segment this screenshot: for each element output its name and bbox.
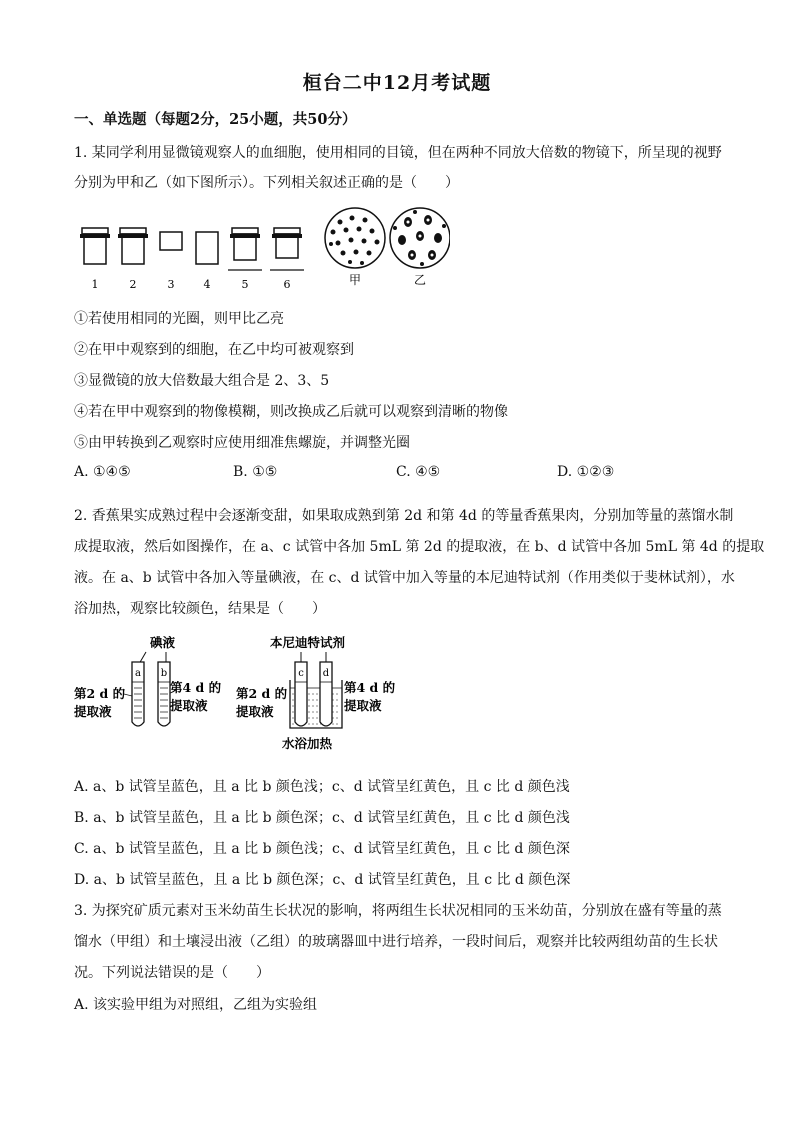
label-day2-left-line1: 第2 d 的 <box>74 686 126 701</box>
tube-c-label: c <box>298 668 304 679</box>
label-day4-right-line2: 提取液 <box>344 698 382 713</box>
lens-label-3: 3 <box>167 278 175 291</box>
label-day2-left-line2: 提取液 <box>74 704 112 719</box>
section-heading: 一、单选题（每题2分，25小题，共50分） <box>74 111 357 128</box>
label-iodine: 碘液 <box>150 635 176 650</box>
q3-option-a[interactable]: A. 该实验甲组为对照组，乙组为实验组 <box>74 997 318 1013</box>
label-benedict: 本尼迪特试剂 <box>270 635 346 650</box>
lens-5 <box>228 228 262 270</box>
q1-figure <box>70 200 450 300</box>
lens-label-6: 6 <box>283 278 291 291</box>
q2-stem-line4: 浴加热，观察比较颜色，结果是（ ） <box>74 601 326 617</box>
q2-option-b[interactable]: B. a、b 试管呈蓝色，且 a 比 b 颜色深；c、d 试管呈红黄色，且 c 比 d 颜色浅 <box>74 810 570 826</box>
lens-1 <box>80 228 110 264</box>
view-jia <box>325 208 385 268</box>
q1-statement-1: ①若使用相同的光圈，则甲比乙亮 <box>74 311 284 327</box>
q2-stem-line2: 成提取液，然后如图操作，在 a、c 试管中各加 5mL 第 2d 的提取液，在 b、d 试管中各加 5mL 第 4d 的提取 <box>74 539 765 555</box>
view-label-jia: 甲 <box>348 273 362 287</box>
label-day4-left-line2: 提取液 <box>170 698 208 713</box>
q2-figure <box>70 632 410 756</box>
q1-stem-line1: 1. 某同学利用显微镜观察人的血细胞，使用相同的目镜，但在两种不同放大倍数的物镜下，所呈现的视野 <box>74 145 722 161</box>
q3-stem-line2: 馏水（甲组）和土壤浸出液（乙组）的玻璃器皿中进行培养，一段时间后，观察并比较两组幼苗的生长状 <box>74 934 718 950</box>
label-day2-right-line1: 第2 d 的 <box>236 686 288 701</box>
tube-b-label: b <box>160 668 168 679</box>
lens-2 <box>118 228 148 264</box>
tube-a <box>132 662 144 726</box>
lens-label-5: 5 <box>241 278 249 291</box>
label-water-bath: 水浴加热 <box>282 736 333 751</box>
tube-d <box>320 662 332 726</box>
q3-stem-line1: 3. 为探究矿质元素对玉米幼苗生长状况的影响，将两组生长状况相同的玉米幼苗，分别放在盛有等量的蒸 <box>74 903 722 919</box>
tube-c <box>295 662 307 726</box>
lens-3 <box>160 232 182 250</box>
q1-option-c[interactable]: C. ④⑤ <box>396 464 441 480</box>
view-label-yi: 乙 <box>413 273 427 287</box>
tube-a-label: a <box>135 668 141 679</box>
q2-stem-line1: 2. 香蕉果实成熟过程中会逐渐变甜，如果取成熟到第 2d 和第 4d 的等量香蕉果肉，分别加等量的蒸馏水制 <box>74 508 734 524</box>
page-title: 桓台二中12月考试题 <box>302 72 492 94</box>
q1-statement-2: ②在甲中观察到的细胞，在乙中均可被观察到 <box>74 342 354 358</box>
q1-option-b[interactable]: B. ①⑤ <box>233 464 278 480</box>
label-day2-right-line2: 提取液 <box>236 704 274 719</box>
q1-option-d[interactable]: D. ①②③ <box>557 464 615 480</box>
view-yi <box>390 208 450 268</box>
q2-option-a[interactable]: A. a、b 试管呈蓝色，且 a 比 b 颜色浅；c、d 试管呈红黄色，且 c 比 d 颜色浅 <box>74 779 570 795</box>
q1-statement-3: ③显微镜的放大倍数最大组合是 2、3、5 <box>74 373 330 389</box>
q1-statement-4: ④若在甲中观察到的物像模糊，则改换成乙后就可以观察到清晰的物像 <box>74 404 508 420</box>
q2-option-c[interactable]: C. a、b 试管呈蓝色，且 a 比 b 颜色浅；c、d 试管呈红黄色，且 c 比 d 颜色深 <box>74 841 570 857</box>
lens-label-1: 1 <box>91 278 99 291</box>
q2-stem-line3: 液。在 a、b 试管中各加入等量碘液，在 c、d 试管中加入等量的本尼迪特试剂（作用类似于斐林试剂），水 <box>74 570 735 586</box>
label-day4-left-line1: 第4 d 的 <box>170 680 222 695</box>
q1-option-a[interactable]: A. ①④⑤ <box>74 464 131 480</box>
lens-6 <box>270 228 304 270</box>
q2-option-d[interactable]: D. a、b 试管呈蓝色，且 a 比 b 颜色深；c、d 试管呈红黄色，且 c 比 d 颜色深 <box>74 872 571 888</box>
lens-4 <box>196 232 218 264</box>
label-day4-right-line1: 第4 d 的 <box>344 680 396 695</box>
q1-stem-line2: 分别为甲和乙（如下图所示）。下列相关叙述正确的是（ ） <box>74 175 459 191</box>
tube-d-label: d <box>322 668 330 679</box>
tube-b <box>158 662 170 726</box>
q1-statement-5: ⑤由甲转换到乙观察时应使用细准焦螺旋，并调整光圈 <box>74 435 410 451</box>
q3-stem-line3: 况。下列说法错误的是（ ） <box>74 965 270 981</box>
lens-label-2: 2 <box>129 278 137 291</box>
lens-label-4: 4 <box>203 278 211 291</box>
